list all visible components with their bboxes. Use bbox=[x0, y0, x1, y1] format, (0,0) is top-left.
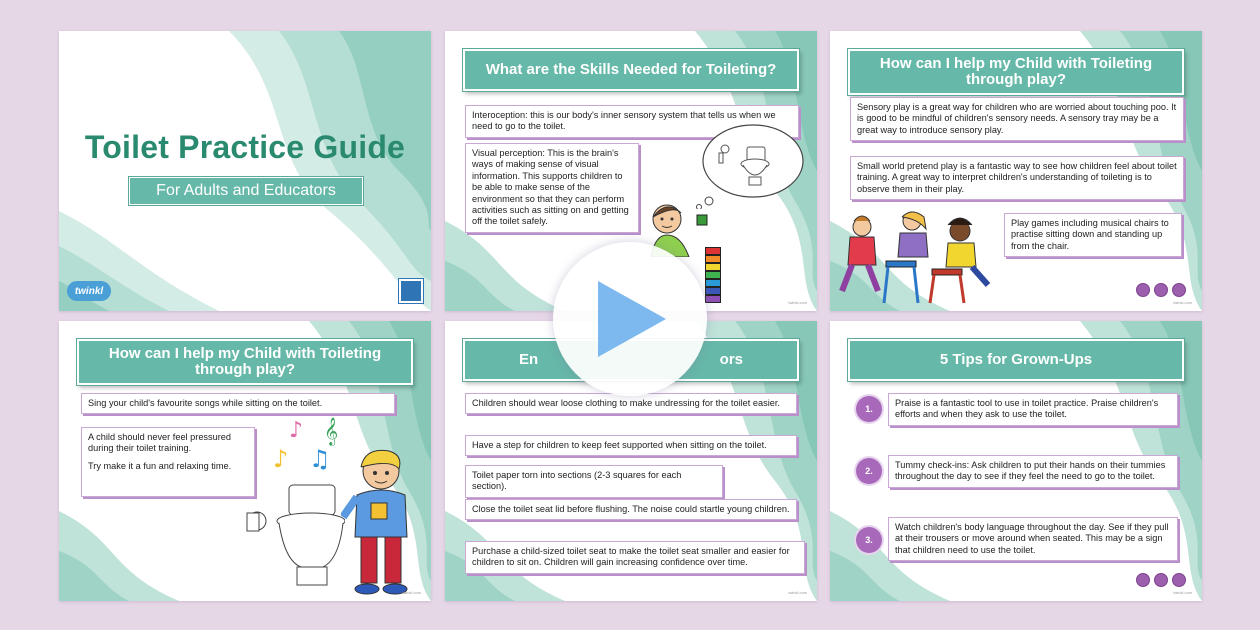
slide-title[interactable] bbox=[59, 31, 431, 311]
subtitle-banner bbox=[129, 177, 363, 205]
tip-number: 1. bbox=[865, 404, 873, 414]
badge-icon bbox=[399, 279, 423, 303]
visual-perception-box bbox=[465, 143, 639, 233]
slide-title-bar bbox=[848, 339, 1184, 381]
tip-number-badge bbox=[856, 458, 882, 484]
small-world-box bbox=[850, 156, 1184, 200]
tip-item bbox=[465, 465, 723, 498]
stacking-blocks-illustration bbox=[705, 247, 721, 303]
pagination-dots bbox=[1136, 283, 1186, 297]
box-text: Try make it a fun and relaxing time. bbox=[88, 460, 232, 471]
box-text: Sensory play is a great way for children who are worried about touching poo. It is good to be mindful of children's sensory needs. A sensory tray may be a great way to introduce sensory play. bbox=[857, 102, 1177, 135]
tip-text: Purchase a child-sized toilet seat to make the toilet seat smaller and easier for children to sit on. Children will gain increasing confidence over time. bbox=[472, 546, 790, 568]
music-notes-illustration bbox=[269, 417, 349, 473]
tip-number: 3. bbox=[865, 535, 873, 545]
footer-url: twinkl.com bbox=[1173, 300, 1192, 305]
dot bbox=[1154, 283, 1168, 297]
sensory-play-box bbox=[850, 97, 1184, 141]
svg-text:♪: ♪ bbox=[289, 418, 304, 443]
slide-songs[interactable] bbox=[59, 321, 431, 601]
tip-item bbox=[465, 393, 797, 414]
main-title: Toilet Practice Guide bbox=[84, 129, 406, 165]
grownup-tip-box bbox=[888, 455, 1178, 488]
slide-title-text: How can I help my Child with Toileting through play? bbox=[108, 345, 382, 378]
toilet-illustration bbox=[245, 481, 345, 591]
slide-title-text: How can I help my Child with Toileting through play? bbox=[879, 55, 1153, 88]
logo-text: twinkl bbox=[74, 285, 104, 297]
box-text: Sing your child's favourite songs while sitting on the toilet. bbox=[88, 398, 323, 408]
thought-bubble-illustration bbox=[685, 119, 805, 209]
slide-five-tips[interactable] bbox=[830, 321, 1202, 601]
play-icon bbox=[590, 277, 670, 361]
tip-text: Close the toilet seat lid before flushing. The noise could startle young children. bbox=[472, 504, 790, 514]
twinkl-logo bbox=[67, 281, 111, 301]
tip-number-badge bbox=[856, 527, 882, 553]
tip-item bbox=[465, 435, 797, 456]
svg-text:♫: ♫ bbox=[309, 445, 331, 473]
tip-text: Watch children's body language throughout the day. See if they pull at their trousers or move around when seated. This may be a sign that children need to use the toilet. bbox=[895, 522, 1169, 555]
musical-chairs-box bbox=[1004, 213, 1182, 257]
footer-url: twinkl.com bbox=[788, 590, 807, 595]
footer-url: twinkl.com bbox=[1173, 590, 1192, 595]
dot bbox=[1136, 283, 1150, 297]
box-text: Visual perception: This is the brain's ways of making sense of visual information. This supports children to be able to make sense of the environment so that they can perform activities such as sitting on and getting off the toilet safely. bbox=[472, 148, 629, 227]
pagination-dots bbox=[1136, 573, 1186, 587]
grownup-tip-box bbox=[888, 517, 1178, 561]
slide-title-text: 5 Tips for Grown-Ups bbox=[939, 351, 1093, 368]
dot bbox=[1154, 573, 1168, 587]
tip-text: Children should wear loose clothing to make undressing for the toilet easier. bbox=[472, 398, 780, 408]
no-pressure-box bbox=[81, 427, 255, 497]
slide-title-text: What are the Skills Needed for Toileting? bbox=[485, 61, 777, 78]
tip-text: Praise is a fantastic tool to use in toilet practice. Praise children's efforts and when they ask to use the toilet. bbox=[895, 398, 1159, 420]
grownup-tip-box bbox=[888, 393, 1178, 426]
boy-illustration bbox=[341, 445, 421, 597]
box-text: A child should never feel pressured during their toilet training. bbox=[88, 432, 232, 454]
footer-url: twinkl.com bbox=[788, 300, 807, 305]
slide-title-bar bbox=[848, 49, 1184, 95]
wave-background bbox=[59, 31, 431, 311]
svg-text:𝄞: 𝄞 bbox=[324, 417, 339, 445]
children-musical-chairs-illustration bbox=[832, 207, 992, 307]
dot bbox=[1136, 573, 1150, 587]
box-text: Small world pretend play is a fantastic way to see how children feel about toilet training. A great way to interpret children's understanding of toileting is to observe them in their play. bbox=[857, 161, 1177, 194]
play-button[interactable] bbox=[553, 242, 707, 396]
subtitle-text: For Adults and Educators bbox=[156, 182, 336, 199]
tip-item bbox=[465, 499, 797, 520]
footer-url: twinkl.com bbox=[402, 590, 421, 595]
dot bbox=[1172, 283, 1186, 297]
slide-title-text-right: ors bbox=[719, 351, 743, 368]
dot bbox=[1172, 573, 1186, 587]
tip-text: Have a step for children to keep feet supported when sitting on the toilet. bbox=[472, 440, 767, 450]
tip-number-badge bbox=[856, 396, 882, 422]
slide-play-help[interactable] bbox=[830, 31, 1202, 311]
tip-number: 2. bbox=[865, 466, 873, 476]
tip-text: Toilet paper torn into sections (2-3 squares for each section). bbox=[472, 470, 682, 492]
slide-title-text-left: En bbox=[519, 351, 539, 368]
slide-title-bar bbox=[463, 49, 799, 91]
svg-text:♪: ♪ bbox=[273, 445, 289, 473]
box-text: Play games including musical chairs to practise sitting down and standing up from the chair. bbox=[1011, 218, 1169, 251]
sing-songs-box bbox=[81, 393, 395, 414]
box-text: Interoception: this is our body's inner sensory system that tells us when we need to go to the toilet. bbox=[472, 110, 776, 132]
tip-text: Tummy check-ins: Ask children to put their hands on their tummies throughout the day to see if they feel the need to go to the toilet. bbox=[895, 460, 1166, 482]
tip-item bbox=[465, 541, 805, 574]
slide-title-bar bbox=[77, 339, 413, 385]
